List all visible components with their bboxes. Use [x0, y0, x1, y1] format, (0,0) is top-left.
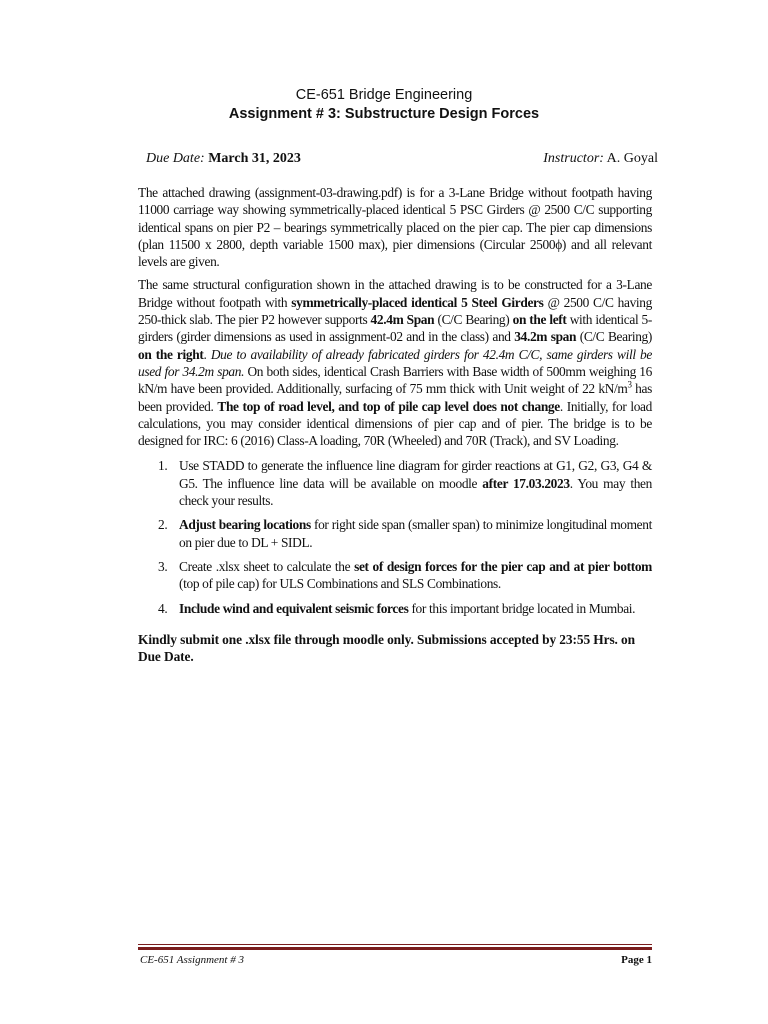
footer-assignment-label: CE-651 Assignment # 3 — [140, 954, 244, 966]
due-date-value: March 31, 2023 — [208, 151, 301, 166]
document-body — [138, 184, 652, 671]
due-instructor-row — [146, 150, 658, 168]
page-footer — [140, 953, 652, 967]
task-item-2: 2. Adjust bearing locations for right side span (smaller span) to minimize longitudinal moment on pier due to DL + SIDL. — [158, 517, 652, 550]
instructor-block — [543, 150, 658, 168]
assignment-title: Assignment # 3: Substructure Design Forces — [228, 106, 540, 122]
task-number: 1. — [158, 458, 168, 474]
paragraph-drawing-description: The attached drawing (assignment-03-drawing.pdf) is for a 3-Lane Bridge without footpath having 11000 carriage way showing symmetrically-placed identical 5 PSC Girders @ 2500 C/C supporting identical spans on pier P2 – bearings symmetrically placed on the pier cap. The pier cap dimensions (plan 11500 x 2800, depth variable 1500 max), pier dimensions (Circular 2500ϕ) and all relevant levels are given. — [138, 185, 652, 270]
task-number: 2. — [158, 517, 168, 533]
task-item-4: 4. Include wind and equivalent seismic forces for this important bridge located in Mumbai. — [158, 600, 636, 616]
due-date-block — [146, 151, 301, 166]
submission-note: Kindly submit one .xlsx file through moodle only. Submissions accepted by 23:55 Hrs. on Due Date. — [138, 631, 635, 665]
document-header — [0, 86, 768, 124]
instructor-name: A. Goyal — [606, 151, 658, 166]
page-number: Page 1 — [621, 954, 652, 966]
paragraph-steel-girder-configuration: The same structural configuration shown in the attached drawing is to be constructed for a 3-Lane Bridge without footpath with symmetrically-placed identical 5 Steel Girders @ 2500 C/C having 250-thick slab. The pier P2 however supports 42.4m Span (C/C Bearing) on the left with identical 5-girders (girder dimensions as used in assignment-02 and in the class) and 34.2m span (C/C Bearing) on the right. Due to availability of already fabricated girders for 42.4m C/C, same girders will be used for 34.2m span. On both sides, identical Crash Barriers with Base width of 500mm weighing 16 kN/m have been provided. Additionally, surfacing of 75 mm thick with Unit weight of 22 $kN/m^3$ has been provided. The top of road level, and top of pile cap level does not change. Initially, for load calculations, you may consider identical dimensions of pier cap and of pier. The bridge is to be designed for IRC: 6 (2016) Class-A loading, 70R (Wheeled) and 70R (Track), and SV Loading. — [138, 277, 653, 449]
task-number: 4. — [158, 600, 168, 616]
course-title: CE-651 Bridge Engineering — [295, 87, 473, 103]
task-item-3: 3. Create .xlsx sheet to calculate the set of design forces for the pier cap and at pier bottom (top of pile cap) for ULS Combinations and SLS Combinations. — [158, 558, 652, 592]
footer-divider-thick — [138, 947, 652, 950]
task-item-1: 1. Use STADD to generate the influence line diagram for girder reactions at G1, G2, G3, G4 & G5. The influence line data will be available on moodle after 17.03.2023. You may then check your results. — [158, 458, 652, 509]
task-number: 3. — [158, 558, 168, 574]
instructor-label: Instructor: — [543, 151, 604, 166]
due-date-label: Due Date: — [146, 151, 205, 166]
footer-divider-thin — [138, 944, 652, 945]
task-list — [138, 457, 652, 616]
